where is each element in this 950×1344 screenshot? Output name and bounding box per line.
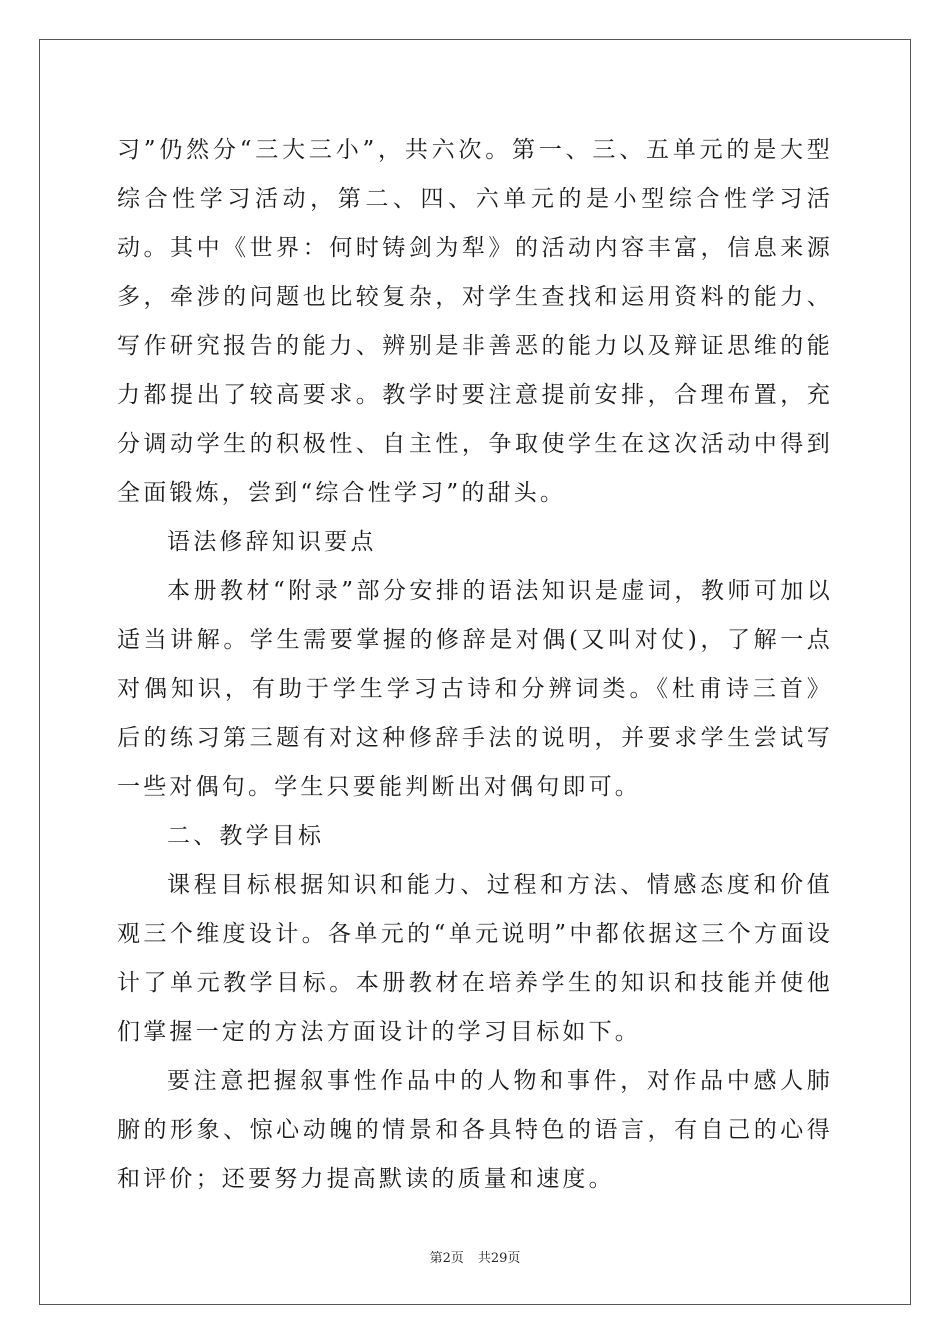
page-footer	[0, 1247, 950, 1266]
section-heading-goals: 二、教学目标	[167, 823, 325, 849]
page-total: 共29页	[477, 1251, 521, 1266]
section-heading-grammar: 语法修辞知识要点	[167, 529, 377, 555]
page-number: 第2页	[429, 1251, 464, 1266]
document-body	[117, 126, 833, 1204]
paragraph-goals: 课程目标根据知识和能力、过程和方法、情感态度和价值观三个维度设计。各单元的“单元说明”中都依据这三个方面设计了单元教学目标。本册教材在培养学生的知识和技能并使他们掌握一定的方法方面设计的学习目标如下。	[117, 872, 833, 1045]
paragraph-grammar: 本册教材“附录”部分安排的语法知识是虚词，教师可加以适当讲解。学生需要掌握的修辞是对偶(又叫对仗)，了解一点对偶知识，有助于学生学习古诗和分辨词类。《杜甫诗三首》后的练习第三题有对这种修辞手法的说明，并要求学生尝试写一些对偶句。学生只要能判断出对偶句即可。	[117, 578, 833, 800]
paragraph-narrative: 要注意把握叙事性作品中的人物和事件，对作品中感人肺腑的形象、惊心动魄的情景和各具特色的语言，有自己的心得和评价；还要努力提高默读的质量和速度。	[117, 1068, 833, 1192]
paragraph-continuation: 习”仍然分“三大三小”，共六次。第一、三、五单元的是大型综合性学习活动，第二、四、六单元的是小型综合性学习活动。其中《世界：何时铸剑为犁》的活动内容丰富，信息来源多，牵涉的问题也比较复杂，对学生查找和运用资料的能力、写作研究报告的能力、辨别是非善恶的能力以及辩证思维的能力都提出了较高要求。教学时要注意提前安排，合理布置，充分调动学生的积极性、自主性，争取使学生在这次活动中得到全面锻炼，尝到“综合性学习”的甜头。	[117, 137, 833, 506]
